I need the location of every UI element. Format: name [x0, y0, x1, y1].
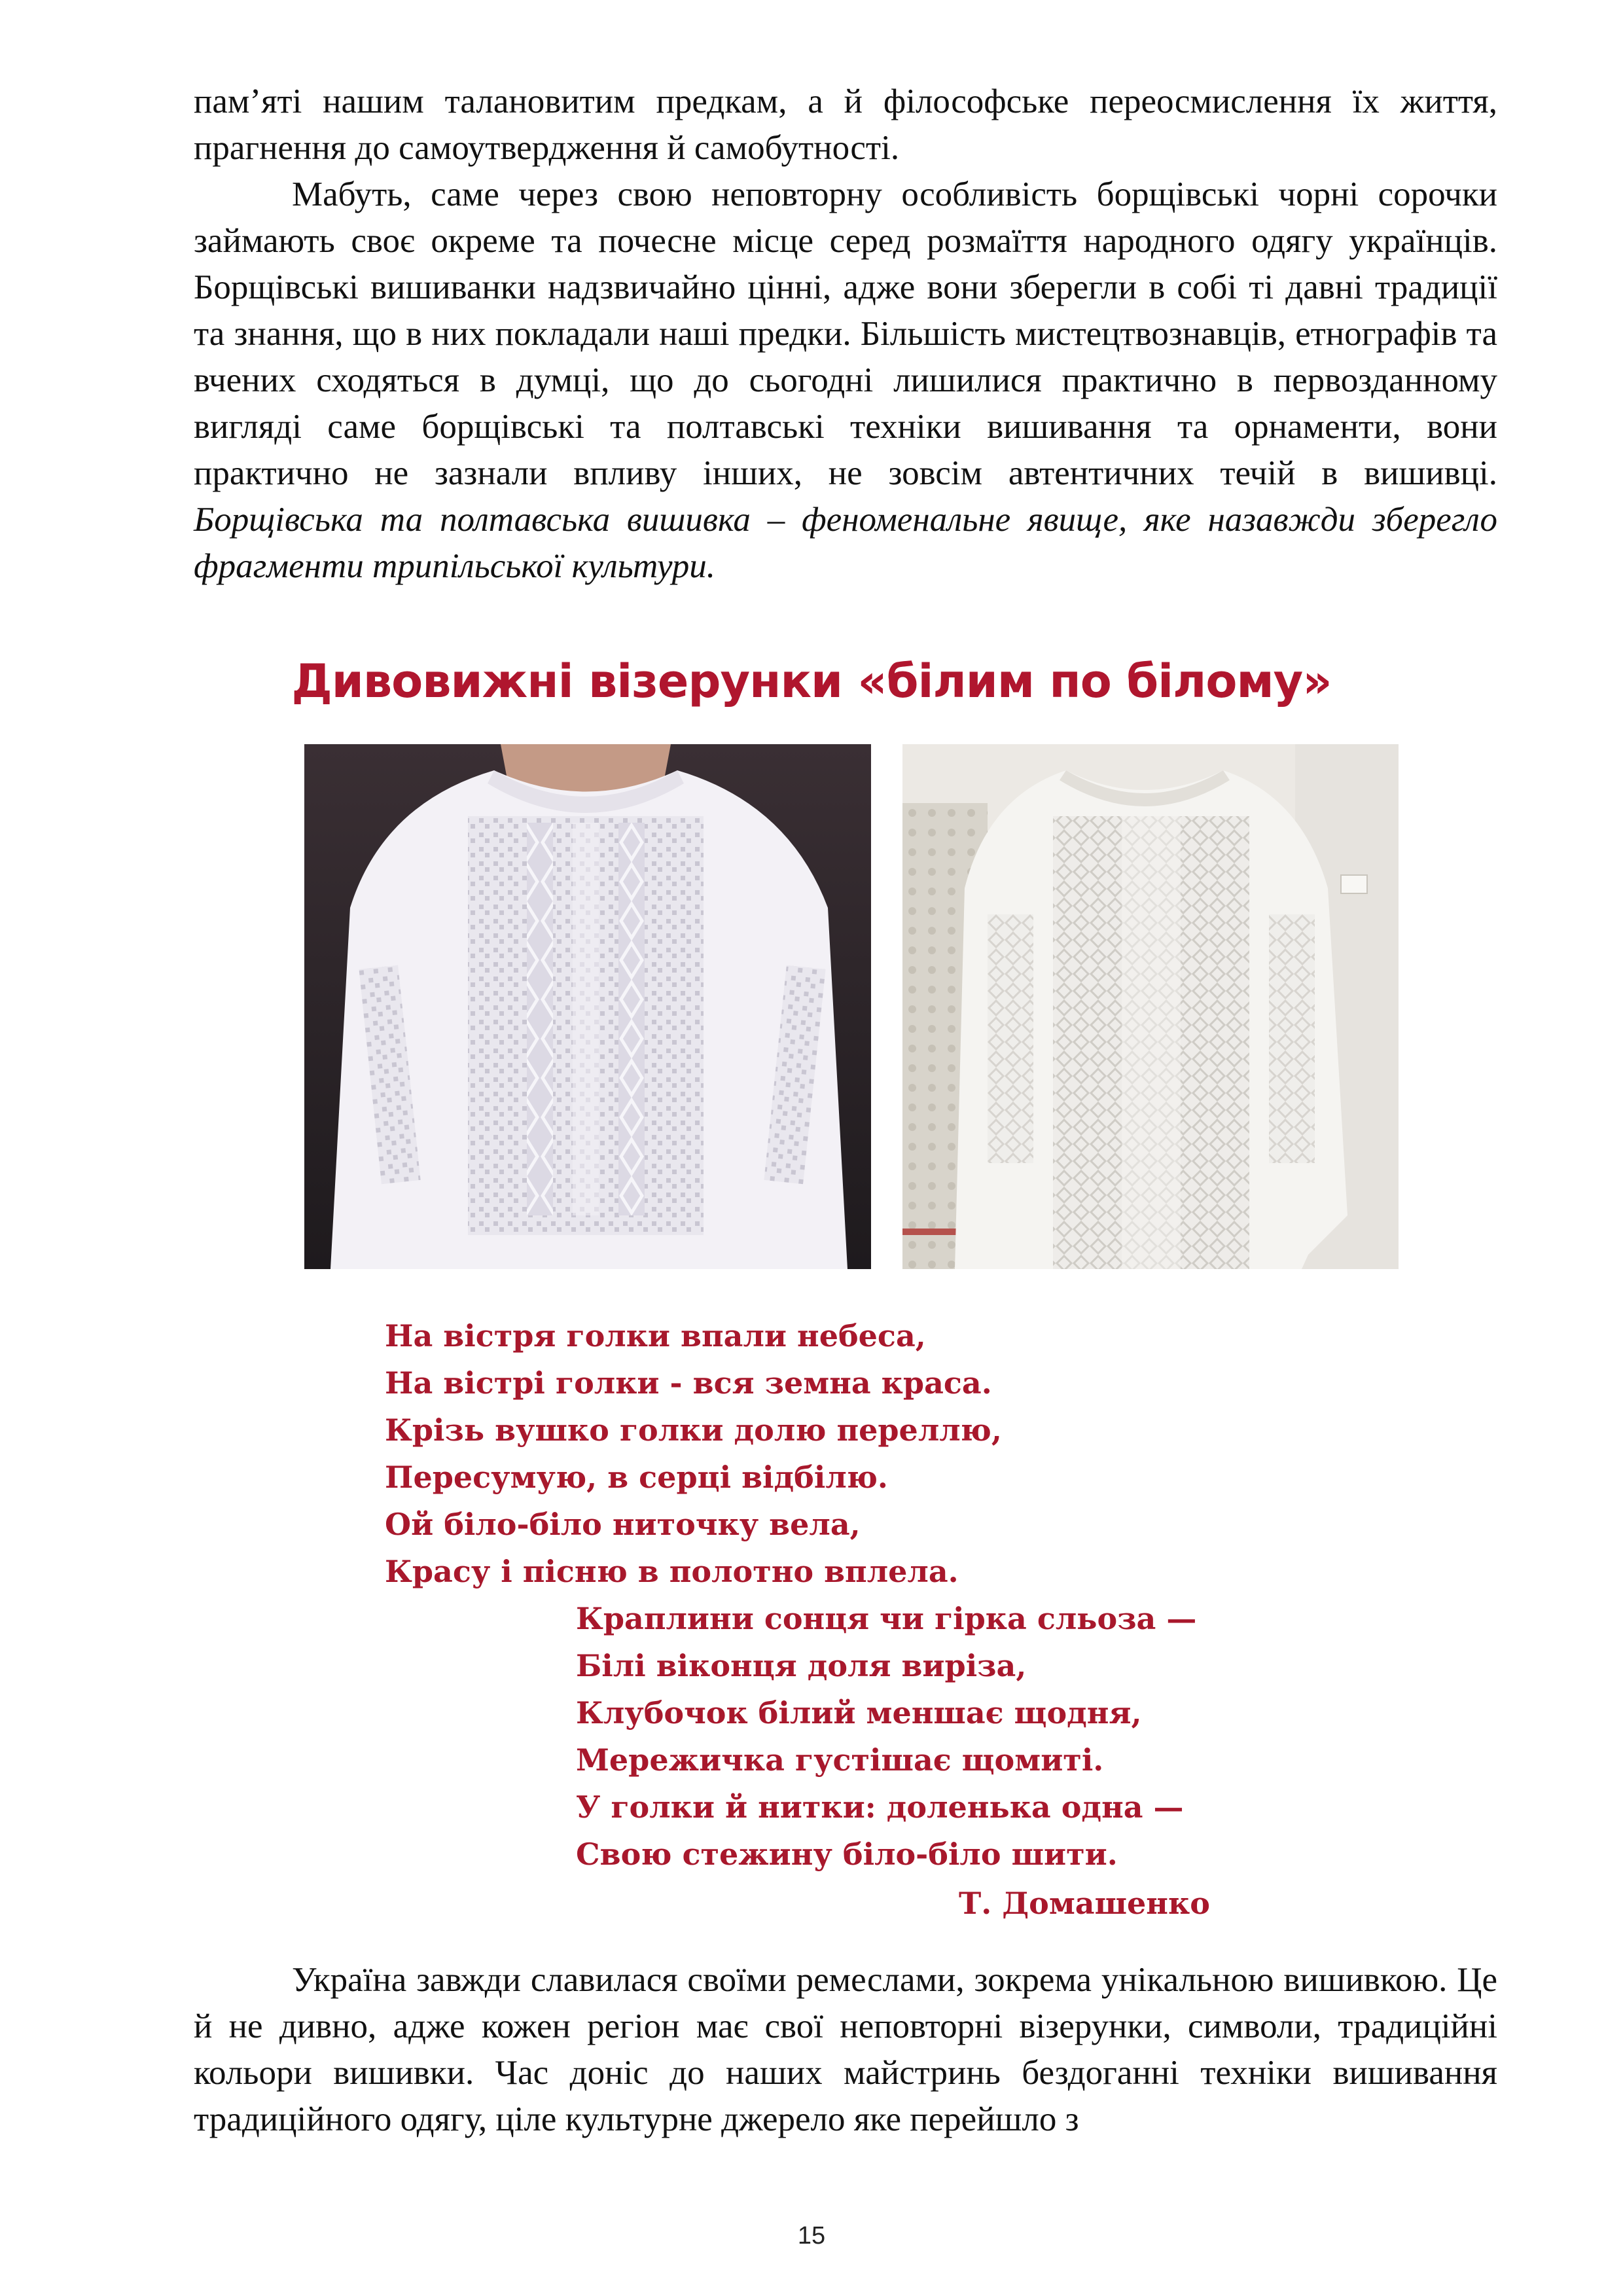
paragraph-borshchiv-text: Мабуть, саме через свою неповторну особливість борщівські чорні сорочки займають своє окреме та почесне місце серед розмаїття народного одягу українців. Борщівські вишиванки надзвичайно цінні, адже вони зберегли в собі ті давні традиції та знання, що в них покладали наші предки. Більшість мистецтвознавців, етнографів та вчених сходяться в думці, що до сьогодні лишилися практично в первозданному вигляді саме борщівські та полтавські техніки вишивання та орнаменти, вони практично не зазнали впливу інших, не зовсім автентичних течій в вишивці. — [194, 175, 1497, 492]
poem-line: Мережичка густішає щомиті. — [576, 1742, 1104, 1778]
poem-line: У голки й нитки: доленька одна — — [576, 1789, 1184, 1825]
poem-line: Білі віконця доля виріза, — [576, 1648, 1027, 1683]
poem-stanza-2 — [576, 1595, 1196, 1878]
poem-line: Краплини сонця чи гірка сльоза — — [576, 1601, 1197, 1636]
photo-white-embroidered-blouse-2 — [902, 744, 1399, 1269]
page-number: 15 — [797, 2222, 826, 2250]
poem-line: На вістря голки впали небеса, — [385, 1318, 926, 1354]
blouse-illustration-2 — [902, 744, 1399, 1269]
poem-stanza-1 — [385, 1312, 1002, 1595]
poem-line: Ой біло-біло ниточку вела, — [385, 1507, 861, 1542]
poem-author: Т. Домашенко — [959, 1886, 1210, 1921]
section-heading: Дивовижні візерунки «білим по білому» — [291, 655, 1332, 708]
paragraph-ukraine-crafts-text: Україна завжди славилася своїми ремеслами, зокрема унікальною вишивкою. Це й не дивно, адже кожен регіон має свої неповторні візерунки, символи, традиційні кольори вишивки. Час доніс до наших майстринь бездоганні техніки вишивання традиційного одягу, ціле культурне джерело яке перейшло з — [194, 1961, 1497, 2138]
paragraph-borshchiv — [194, 171, 1497, 590]
paragraph-borshchiv-italic: Борщівська та полтавська вишивка – феноменальне явище, яке назавжди зберегло фрагменти трипільської культури. — [194, 501, 1497, 585]
photo-white-embroidered-blouse-1 — [304, 744, 871, 1269]
poem-line: На вістрі голки - вся земна краса. — [385, 1365, 992, 1401]
poem-line: Красу і пісню в полотно вплела. — [385, 1554, 959, 1589]
blouse-illustration-1 — [304, 744, 871, 1269]
paragraph-intro-text: пам’яті нашим талановитим предкам, а й філософське переосмислення їх життя, прагнення до самоутвердження й самобутності. — [194, 82, 1497, 167]
poem-line: Свою стежину біло-біло шити. — [576, 1837, 1118, 1872]
poem-line: Клубочок білий меншає щодня, — [576, 1695, 1142, 1731]
paragraph-ukraine-crafts — [194, 1957, 1497, 2143]
poem-line: Пересумую, в серці відбілю. — [385, 1460, 888, 1495]
poem-line: Крізь вушко голки долю переллю, — [385, 1412, 1002, 1448]
paragraph-intro — [194, 79, 1497, 171]
